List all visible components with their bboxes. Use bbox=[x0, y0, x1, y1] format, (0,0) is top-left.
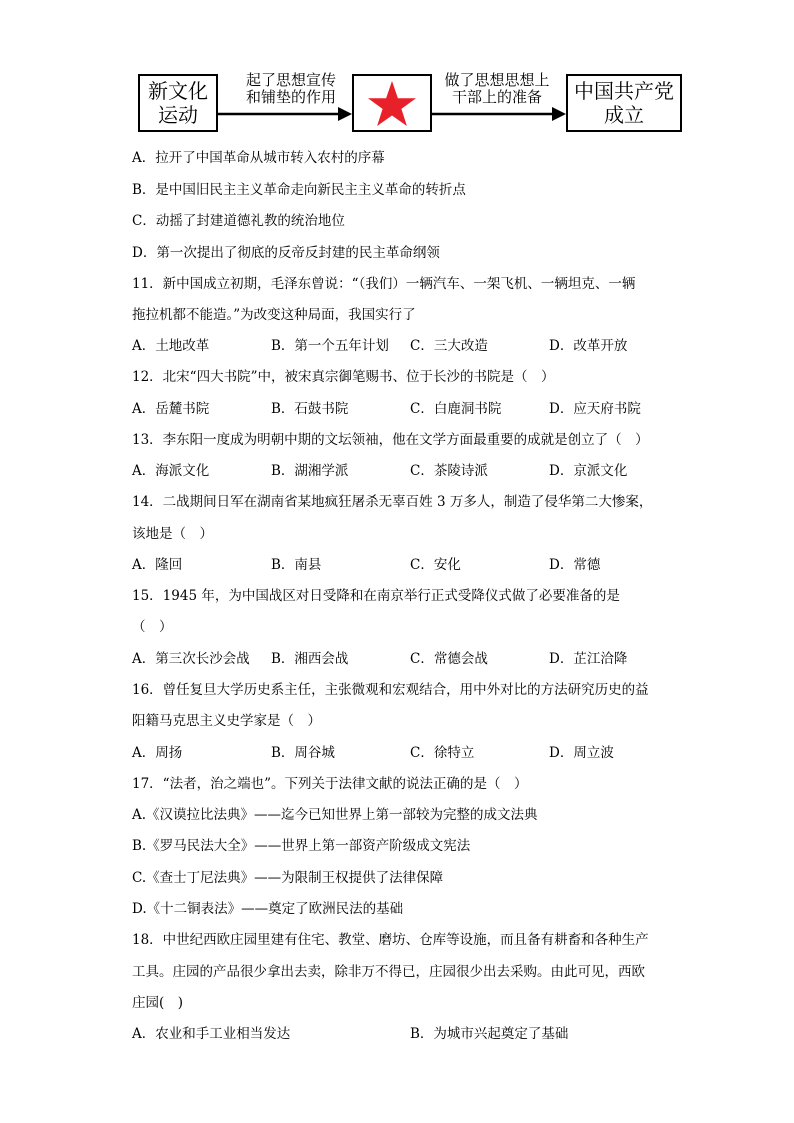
q11-option-a: A．土地改革 bbox=[132, 338, 210, 354]
q17-option-a: A.《汉谟拉比法典》——迄今已知世界上第一部较为完整的成文法典 bbox=[132, 807, 538, 823]
q13-stem: 13．李东阳一度成为明朝中期的文坛领袖，他在文学方面最重要的成就是创立了（ ） bbox=[132, 432, 649, 448]
box-new-culture-movement bbox=[138, 74, 218, 132]
q12-option-d: D．应天府书院 bbox=[549, 401, 641, 417]
q10-option-d: D．第一次提出了彻底的反帝反封建的民主革命纲领 bbox=[132, 245, 440, 261]
q15-option-b: B．湘西会战 bbox=[271, 651, 349, 667]
q16-option-a: A．周扬 bbox=[132, 745, 183, 761]
q13-option-c: C．茶陵诗派 bbox=[410, 463, 488, 479]
q11-stem-line-2: 拖拉机都不能造。”为改变这种局面，我国实行了 bbox=[132, 307, 416, 323]
arrow-label-left-line-2: 和铺垫的作用 bbox=[245, 88, 336, 106]
q17-option-c: C.《查士丁尼法典》——为限制王权提供了法律保障 bbox=[132, 870, 444, 886]
q15-stem-line-2: （ ） bbox=[132, 619, 173, 635]
box-star bbox=[352, 74, 432, 132]
q12-option-b: B．石鼓书院 bbox=[271, 401, 349, 417]
q18-stem-line-3: 庄园( ) bbox=[132, 995, 184, 1011]
arrow-right bbox=[432, 106, 566, 122]
q16-option-d: D．周立波 bbox=[549, 745, 614, 761]
flow-diagram bbox=[130, 68, 690, 140]
q13-option-a: A．海派文化 bbox=[132, 463, 210, 479]
q18-option-b: B．为城市兴起奠定了基础 bbox=[410, 1026, 569, 1042]
q18-option-a: A．农业和手工业相当发达 bbox=[132, 1026, 291, 1042]
box-left-line-2: 运动 bbox=[158, 103, 198, 127]
q12-stem: 12．北宋“四大书院”中，被宋真宗御笔赐书、位于长沙的书院是（ ） bbox=[132, 369, 555, 385]
q15-option-d: D．芷江洽降 bbox=[549, 651, 628, 667]
q15-stem-line-1: 15．1945 年，为中国战区对日受降和在南京举行正式受降仪式做了必要准备的是 bbox=[132, 588, 620, 604]
q14-stem-line-1: 14．二战期间日军在湖南省某地疯狂屠杀无辜百姓 3 万多人，制造了侵华第二大惨案， bbox=[132, 494, 653, 510]
arrow-label-right-line-2: 干部上的准备 bbox=[451, 88, 542, 106]
q16-option-c: C．徐特立 bbox=[410, 745, 475, 761]
box-right-line-2: 成立 bbox=[604, 103, 644, 127]
q15-option-c: C．常德会战 bbox=[410, 651, 488, 667]
arrow-label-right-line-1: 做了思想思想上 bbox=[444, 71, 550, 89]
q12-option-c: C．白鹿洞书院 bbox=[410, 401, 502, 417]
q15-option-a: A．第三次长沙会战 bbox=[132, 651, 250, 667]
q16-option-b: B．周谷城 bbox=[271, 745, 335, 761]
q13-option-b: B．湖湘学派 bbox=[271, 463, 349, 479]
arrow-label-left bbox=[226, 72, 356, 106]
box-right-line-1: 中国共产党 bbox=[574, 79, 674, 103]
q17-option-b: B.《罗马民法大全》——世界上第一部资产阶级成文宪法 bbox=[132, 838, 471, 854]
arrow-label-right bbox=[432, 72, 562, 106]
q14-option-c: C．安化 bbox=[410, 557, 461, 573]
q10-option-b: B．是中国旧民主主义革命走向新民主主义革命的转折点 bbox=[132, 182, 466, 198]
q14-stem-line-2: 该地是（ ） bbox=[132, 526, 213, 542]
q11-option-b: B．第一个五年计划 bbox=[271, 338, 389, 354]
q10-option-a: A．拉开了中国革命从城市转入农村的序幕 bbox=[132, 150, 385, 166]
q11-option-c: C．三大改造 bbox=[410, 338, 488, 354]
arrow-left bbox=[218, 106, 352, 122]
q14-option-b: B．南县 bbox=[271, 557, 322, 573]
q11-option-d: D．改革开放 bbox=[549, 338, 628, 354]
q14-option-a: A．隆回 bbox=[132, 557, 183, 573]
box-left-line-1: 新文化 bbox=[148, 79, 208, 103]
q14-option-d: D．常德 bbox=[549, 557, 601, 573]
q10-option-c: C．动摇了封建道德礼教的统治地位 bbox=[132, 213, 345, 229]
q13-option-d: D．京派文化 bbox=[549, 463, 628, 479]
box-cpc-founded bbox=[566, 74, 682, 132]
q16-stem-line-2: 阳籍马克思主义史学家是（ ） bbox=[132, 713, 321, 729]
q18-stem-line-2: 工具。庄园的产品很少拿出去卖，除非万不得已，庄园很少出去采购。由此可见，西欧 bbox=[132, 964, 645, 980]
q18-stem-line-1: 18．中世纪西欧庄园里建有住宅、教堂、磨坊、仓库等设施，而且备有耕畜和各种生产 bbox=[132, 932, 649, 948]
q11-stem-line-1: 11．新中国成立初期，毛泽东曾说：“（我们）一辆汽车、一架飞机、一辆坦克、一辆 bbox=[132, 276, 636, 292]
q16-stem-line-1: 16．曾任复旦大学历史系主任，主张微观和宏观结合，用中外对比的方法研究历史的益 bbox=[132, 682, 649, 698]
red-star-icon bbox=[367, 79, 417, 127]
arrow-label-left-line-1: 起了思想宣传 bbox=[245, 71, 336, 89]
q12-option-a: A．岳麓书院 bbox=[132, 401, 210, 417]
q17-stem: 17．“法者，治之端也”。下列关于法律文献的说法正确的是（ ） bbox=[132, 776, 528, 792]
q17-option-d: D.《十二铜表法》——奠定了欧洲民法的基础 bbox=[132, 901, 404, 917]
